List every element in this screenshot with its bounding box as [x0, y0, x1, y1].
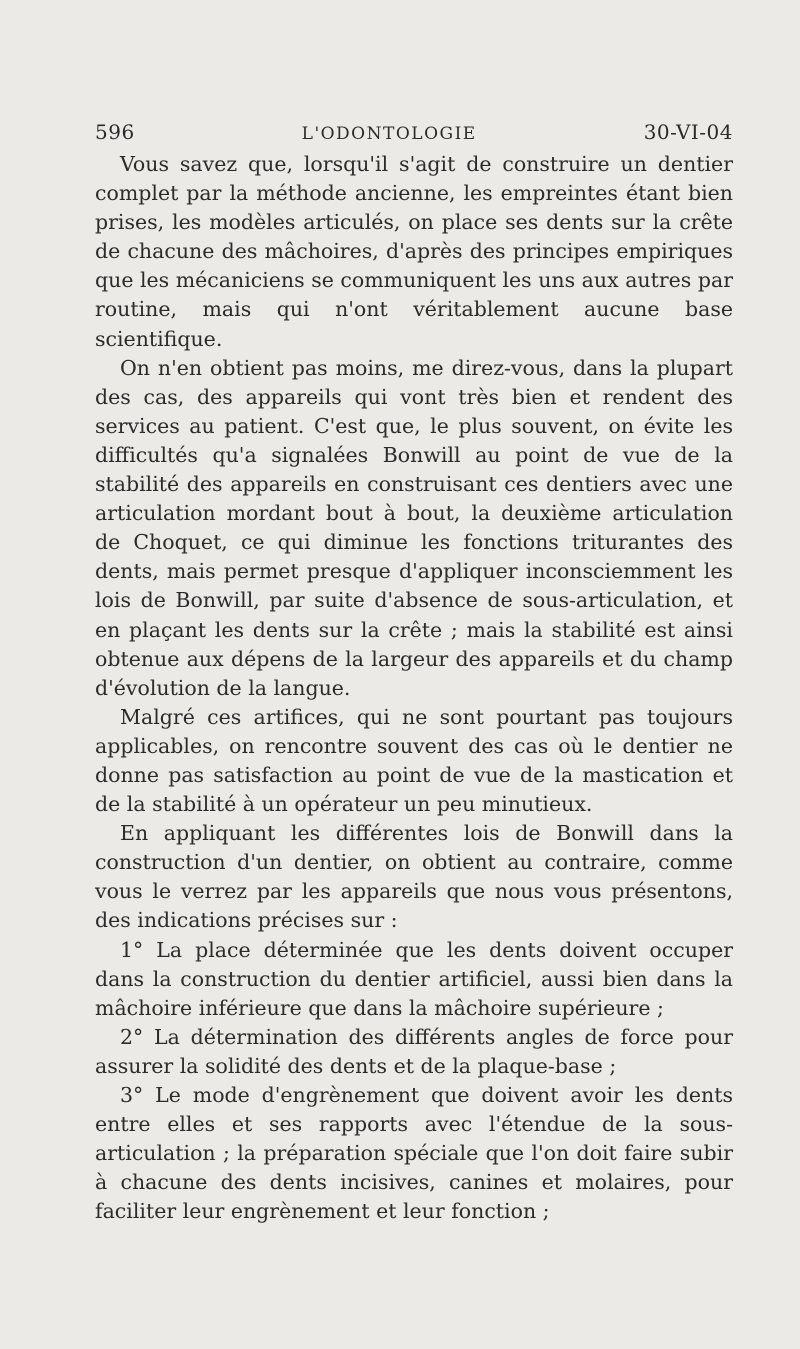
paragraph: Vous savez que, lorsqu'il s'agit de construire un dentier complet par la méthode ancienne, les empreintes étant bien prises, les modèles articulés, on place ses dents sur la crête de chacune des mâchoires, d'après des principes empiriques que les mécaniciens se communiquent les uns aux autres par routine, mais qui n'ont véritablement aucune base scientifique. — [95, 152, 733, 351]
running-header — [95, 120, 733, 150]
page-number: 596 — [95, 120, 135, 144]
paragraph: En appliquant les différentes lois de Bonwill dans la construction d'un dentier, on obtient au contraire, comme vous le verrez par les appareils que nous vous présentons, des indications précises sur : — [95, 821, 733, 933]
paragraph: Malgré ces artifices, qui ne sont pourtant pas toujours applicables, on rencontre souvent des cas où le dentier ne donne pas satisfaction au point de vue de la mastication et de la stabilité à un opérateur un peu minutieux. — [95, 704, 733, 817]
list-item: 3° Le mode d'engrènement que doivent avoir les dents entre elles et ses rapports avec l'étendue de la sous-articulation ; la préparation spéciale que l'on doit faire subir à chacune des dents incisives, canines et molaires, pour faciliter leur engrènement et leur fonction ; — [95, 1083, 733, 1224]
issue-date: 30-VI-04 — [643, 120, 733, 144]
list-item: 2° La détermination des différents angles de force pour assurer la solidité des dents et de la plaque-base ; — [95, 1024, 733, 1078]
journal-title: L'ODONTOLOGIE — [301, 124, 477, 144]
list-item: 1° La place déterminée que les dents doivent occuper dans la construction du dentier artificiel, aussi bien dans la mâchoire inférieure que dans la mâchoire supérieure ; — [95, 937, 733, 1020]
body-text — [95, 150, 733, 1226]
page — [95, 120, 733, 1226]
paragraph: On n'en obtient pas moins, me direz-vous, dans la plupart des cas, des appareils qui vont très bien et rendent des services au patient. C'est que, le plus souvent, on évite les difficultés qu'a signalées Bonwill au point de vue de la stabilité des appareils en construisant ces dentiers avec une articulation mordant bout à bout, la deuxième articulation de Choquet, ce qui diminue les fonctions triturantes des dents, mais permet presque d'appliquer inconsciemment les lois de Bonwill, par suite d'absence de sous-articulation, et en plaçant les dents sur la crête ; mais la stabilité est ainsi obtenue aux dépens de la largeur des appareils et du champ d'évolution de la langue. — [95, 355, 733, 700]
